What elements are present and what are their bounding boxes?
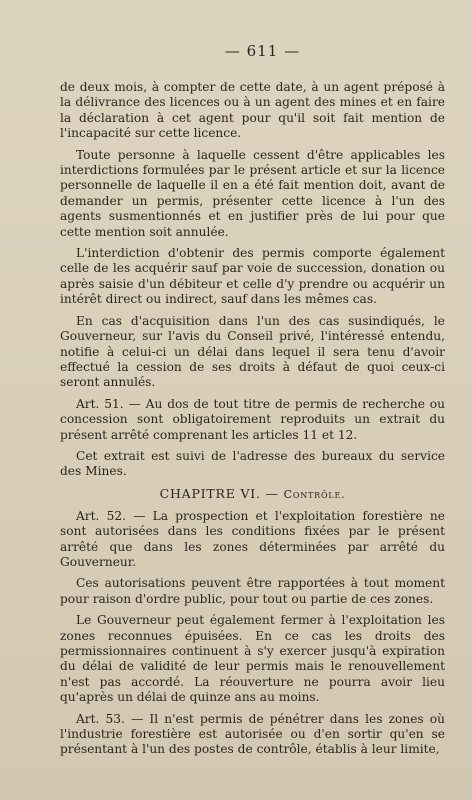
- chapter-subtitle: Contrôle.: [283, 487, 346, 501]
- article-52: Art. 52. — La prospection et l'exploitation forestière ne sont autorisées dans les conditions fixées par le présent arrêté que dans les zones déterminées par arrêté du Gouverneur.: [60, 508, 445, 569]
- chapter-title: CHAPITRE VI. —: [159, 485, 279, 501]
- paragraph: de deux mois, à compter de cette date, à un agent préposé à la délivrance des licences ou à un agent des mines et en faire la déclaration à cet agent pour qu'il soit fait mention de l'incapacité sur cette licence.: [60, 80, 445, 141]
- chapter-heading: [60, 486, 445, 501]
- paragraph: En cas d'acquisition dans l'un des cas susindiqués, le Gouverneur, sur l'avis du Conseil privé, l'intéressé entendu, notifie à celui-ci un délai dans lequel il sera tenu d'avoir effectué la cession de ses droits à défaut de quoi ceux-ci seront annulés.: [60, 313, 445, 390]
- paragraph: Le Gouverneur peut également fermer à l'exploitation les zones reconnues épuisées. En ce cas les droits des permissionnaires continuent à s'y exercer jusqu'à expiration du délai de validité de leur permis mais le renouvellement n'est pas accordé. La réouverture ne pourra avoir lieu qu'après un délai de quinze ans au moins.: [60, 613, 445, 705]
- paragraph: Cet extrait est suivi de l'adresse des bureaux du service des Mines.: [60, 448, 445, 479]
- paragraph: Ces autorisations peuvent être rapportées à tout moment pour raison d'ordre public, pour tout ou partie de ces zones.: [60, 576, 445, 606]
- article-51: Art. 51. — Au dos de tout titre de permis de recherche ou concession sont obligatoirement reproduits un extrait du présent arrêté comprenant les articles 11 et 12.: [60, 396, 445, 442]
- page-number: — 611 —: [224, 42, 301, 60]
- paragraph: L'interdiction d'obtenir des permis comporte également celle de les acquérir sauf par voie de succession, donation ou après saisie d'un débiteur et celle d'y prendre ou acquérir un intérêt direct ou indirect, sauf dans les mêmes cas.: [60, 246, 445, 307]
- article-53: Art. 53. — Il n'est permis de pénétrer dans les zones où l'industrie forestière est autorisée ou d'en sortir qu'en se présentant à l'un des postes de contrôle, établis à leur limite,: [60, 711, 445, 757]
- paragraph: Toute personne à laquelle cessent d'être applicables les interdictions formulées par le présent article et sur la licence personnelle de laquelle il en a été fait mention doit, avant de demander un permis, présenter cette licence à l'un des agents susmentionnés et en justifier près de lui pour que cette mention soit annulée.: [60, 147, 445, 239]
